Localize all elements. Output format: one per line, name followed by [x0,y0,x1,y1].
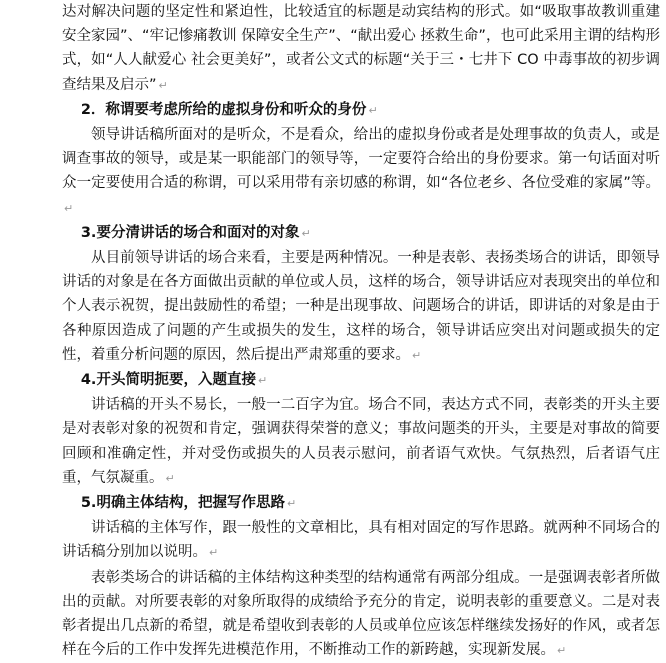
paragraph-2: 领导讲话稿所面对的是听众，不是看众，给出的虚拟身份或者是处理事故的负责人，或是调查事故的领导，或是某一职能部门的领导等，一定要符合给出的身份要求。第一句话面对听众一定要使用合适的称谓，可以采用带有亲切感的称谓，如“各位老乡、各位受难的家属”等。↵ [62,127,660,215]
paragraph-mark: ↵ [368,103,378,117]
paragraph-5: 讲话稿的主体写作，跟一般性的文章相比，具有相对固定的写作思路。就两种不同场合的讲话稿分别加以说明。 ↵ [62,520,660,561]
paragraph-mark: ↵ [209,546,219,560]
heading-2: 2．称谓要考虑所给的虚拟身份和听众的身份 ↵ [80,101,378,118]
paragraph-3: 从目前领导讲话的场合来看，主要是两种情况。一种是表彰、表扬类场合的讲话，即领导讲话的对象是在各方面做出贡献的单位或人员，这样的场合，领导讲话应对表现突出的单位和个人表示祝贺，提出鼓励性的希望；一种是出现事故、问题场合的讲话，即讲话的对象是由于各种原因造成了问题的产生或损失的发生，这样的场合，领导讲话应突出对问题或损失的定性，着重分析问题的原因，然后提出严肃郑重的要求。 ↵ [62,250,660,363]
paragraph-mark: ↵ [64,201,74,215]
paragraph-1: 达对解决问题的坚定性和紧迫性，比较适宜的标题是动宾结构的形式。如“吸取事故教训重建安全家园”、“牢记惨痛教训 保障安全生产”、“献出爱心 拯救生命”，也可此采用主谓的结构形式，如“人人献爱心 社会更美好”，或者公文式的标题“关于三・七井下 CO 中毒事故的初步调查结果及启示” ↵ [62,4,660,93]
heading-5: 5.明确主体结构，把握写作思路 ↵ [80,495,297,512]
paragraph-mark: ↵ [158,78,168,92]
paragraph-mark: ↵ [257,374,268,388]
paragraph-4: 讲话稿的开头不易长，一般一二百字为宜。场合不同，表达方式不同，表彰类的开头主要是对表彰对象的祝贺和肯定，强调获得荣誉的意义；事故问题类的开头，主要是对事故的简要回顾和准确定性，并对受伤或损失的人员表示慰问，前者语气欢快。气氛热烈，后者语气庄重，气氛凝重。 ↵ [62,397,660,486]
heading-3: 3.要分清讲话的场合和面对的对象 ↵ [80,224,311,241]
paragraph-mark: ↵ [557,644,567,658]
paragraph-mark: ↵ [165,471,175,485]
heading-4: 4.开头简明扼要，入题直接 ↵ [80,372,268,389]
paragraph-mark: ↵ [412,348,422,362]
paragraph-mark: ↵ [301,226,311,240]
paragraph-mark: ↵ [286,497,297,511]
paragraph-6: 表彰类场合的讲话稿的主体结构这种类型的结构通常有两部分组成。一是强调表彰者所做出的贡献。对所要表彰的对象所取得的成绩给予充分的肯定，说明表彰的重要意义。二是对表彰者提出几点新的希望，就是希望收到表彰的人员或单位应该怎样继续发扬好的作风，或者怎样在今后的工作中发挥先进模范作用，不断推动工作的新跨越，实现新发展。 ↵ [62,569,660,659]
